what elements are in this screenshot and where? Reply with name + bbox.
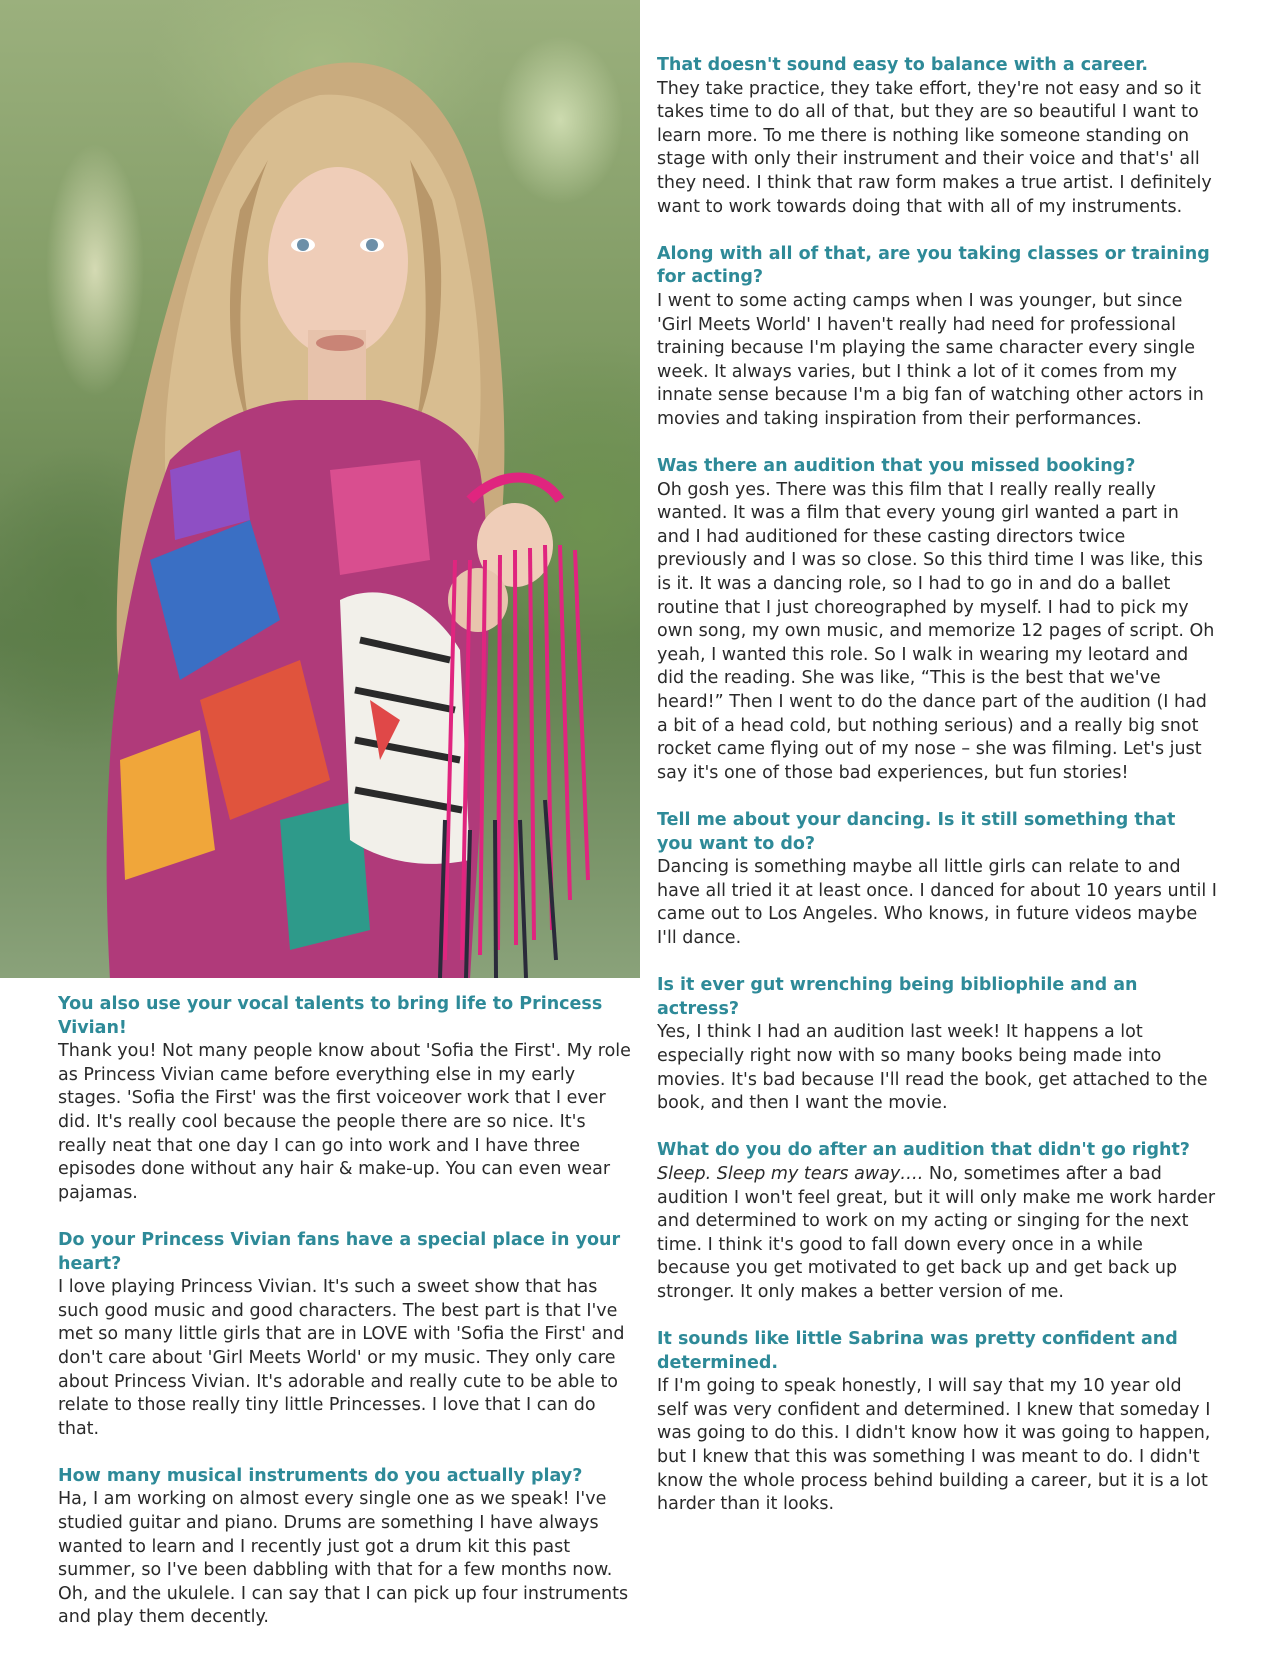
answer-text: If I'm going to speak honestly, I will say that my 10 year old self was very confident and determined. I knew that someday I was going to do this. I didn't know how it was going to happen, but I knew that this was something I was meant to do. I didn't know the whole process behind building a career, but it is a lot harder than it looks. (657, 1376, 1211, 1515)
qa-block (58, 993, 633, 1205)
answer-text-rest: No, sometimes after a bad audition I won't feel great, but it will only make me work harder and determined to work on my acting or singing for the next time. I think it's good to fall down every once in a while because you get motivated to get back up and get back up stronger. It only makes a better version of me. (657, 1163, 1216, 1302)
answer-text: Yes, I think I had an audition last week! It happens a lot especially right now with so many books being made into movies. It's bad because I'll read the book, get attached to the book, and then I want the movie. (657, 1022, 1208, 1114)
question-heading: Do your Princess Vivian fans have a special place in your heart? (58, 1229, 621, 1274)
qa-block (657, 243, 1217, 432)
question-heading: It sounds like little Sabrina was pretty confident and determined. (657, 1329, 1178, 1373)
qa-block (657, 54, 1217, 219)
left-column (58, 993, 633, 1654)
question-heading: That doesn't sound easy to balance with a career. (657, 55, 1149, 75)
qa-block (58, 1229, 633, 1441)
right-column (657, 54, 1217, 1540)
answer-text: I went to some acting camps when I was younger, but since 'Girl Meets World' I haven't really had need for professional training because I'm playing the same character every single week. It always varies, but I think a lot of it comes from my innate sense because I'm a big fan of watching other actors in movies and taking inspiration from their performances. (657, 290, 1204, 429)
qa-block (657, 455, 1217, 785)
question-heading: What do you do after an audition that didn't go right? (657, 1140, 1190, 1161)
answer-text (657, 1163, 1217, 1305)
portrait-illustration (0, 0, 640, 978)
question-heading: Was there an audition that you missed booking? (657, 456, 1136, 477)
answer-text: Thank you! Not many people know about 'Sofia the First'. My role as Princess Vivian came before everything else in my early stages. 'Sofia the First' was the first voiceover work that I ever did. It's really cool because the people there are so nice. It's really neat that one day I can go into work and I have three episodes done without any hair & make-up. You can even wear pajamas. (58, 1041, 631, 1203)
qa-block (657, 974, 1217, 1116)
question-heading: Tell me about your dancing. Is it still something that you want to do? (657, 810, 1176, 854)
portrait-photo (0, 0, 640, 978)
answer-text: Oh gosh yes. There was this film that I really really really wanted. It was a film that every young girl wanted a part in and I had auditioned for these casting directors twice previously and I was so close. So this third time I was like, this is it. It was a dancing role, so I had to go in and do a ballet routine that I just choreographed by myself. I had to pick my own song, my own music, and memorize 12 pages of script. Oh yeah, I wanted this role. So I walk in wearing my leotard and did the reading. She was like, “This is the best that we've heard!” Then I went to do the dance part of the audition (I had a bit of a head cold, but nothing serious) and a really big snot rocket came flying out of my nose – she was filming. Let's just say it's one of those bad experiences, but fun stories! (657, 479, 1215, 783)
qa-block (657, 1328, 1217, 1517)
question-heading: Is it ever gut wrenching being bibliophile and an actress? (657, 975, 1138, 1019)
answer-text: I love playing Princess Vivian. It's such a sweet show that has such good music and good characters. The best part is that I've met so many little girls that are in LOVE with 'Sofia the First' and don't care about 'Girl Meets World' or my music. They only care about Princess Vivian. It's adorable and really cute to be able to relate to those really tiny little Princesses. I love that I can do that. (58, 1277, 625, 1439)
qa-block (657, 809, 1217, 951)
qa-block (657, 1139, 1217, 1304)
answer-text: They take practice, they take effort, they're not easy and so it takes time to do all of that, but they are so beautiful I want to learn more. To me there is nothing like someone standing on stage with only their instrument and their voice and that's' all they need. I think that raw form makes a true artist. I definitely want to work towards doing that with all of my instruments. (657, 78, 1212, 217)
answer-text: Dancing is something maybe all little girls can relate to and have all tried it at least once. I danced for about 10 years until I came out to Los Angeles. Who knows, in future videos maybe I'll dance. (657, 857, 1217, 948)
answer-text: Ha, I am working on almost every single one as we speak! I've studied guitar and piano. Drums are something I have always wanted to learn and I recently just got a drum kit this past summer, so I've been dabbling with that for a few months now. Oh, and the ukulele. I can say that I can pick up four instruments and play them decently. (58, 1489, 629, 1628)
question-heading: How many musical instruments do you actually play? (58, 1465, 583, 1486)
question-heading: Along with all of that, are you taking classes or training for acting? (657, 243, 1210, 288)
qa-block (58, 1465, 633, 1630)
answer-italic-text: Sleep. Sleep my tears away…. (657, 1163, 924, 1184)
question-heading: You also use your vocal talents to bring life to Princess Vivian! (58, 994, 603, 1038)
